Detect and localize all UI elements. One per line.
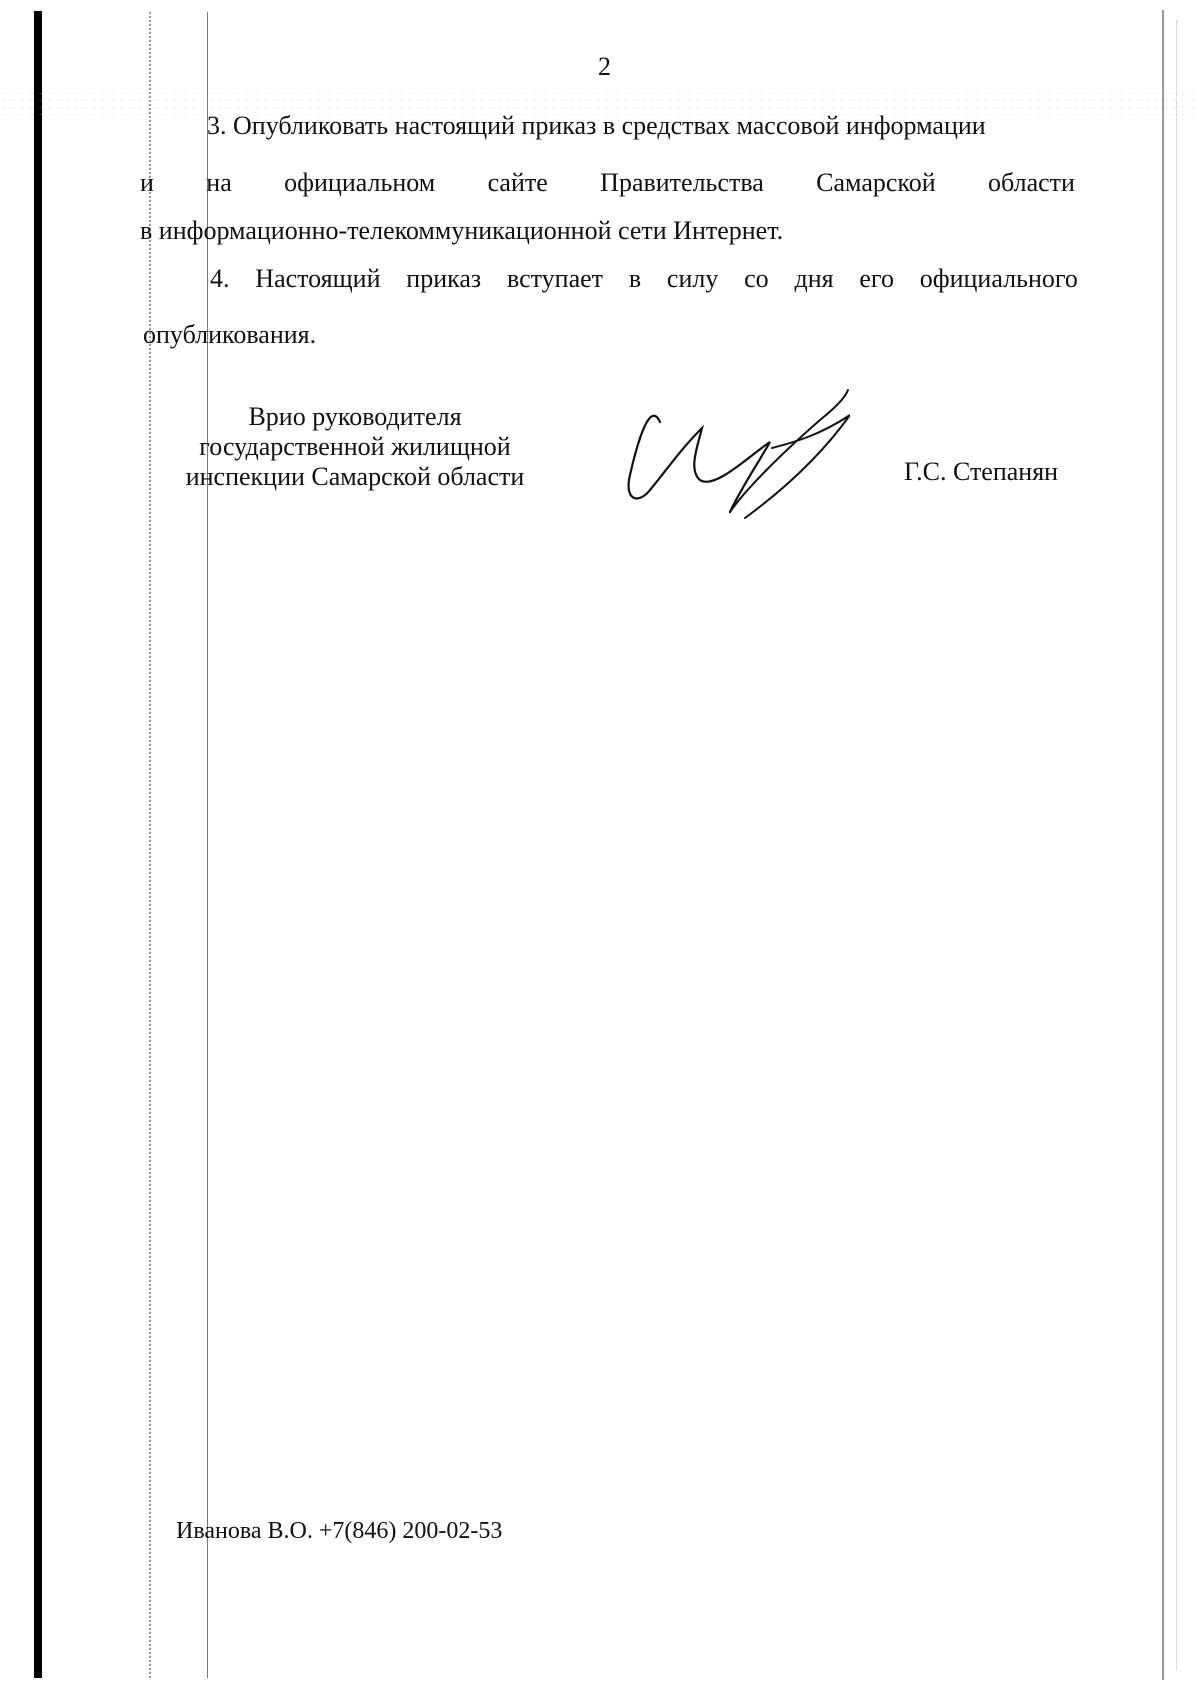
- word: со: [744, 264, 769, 293]
- word: на: [206, 168, 232, 197]
- position-line: Врио руководителя: [248, 402, 462, 431]
- position-line: инспекции Самарской области: [185, 462, 525, 491]
- position-line: государственной жилищной: [199, 432, 511, 461]
- item-4-line-2: опубликования.: [143, 320, 317, 349]
- word: Настоящий: [255, 264, 381, 293]
- signer-name: Г.С. Степанян: [904, 457, 1059, 486]
- item-3-line-2: [140, 168, 1075, 198]
- word: Правительства: [600, 168, 764, 197]
- scan-margin-line: [207, 12, 208, 1678]
- word: 4.: [210, 264, 230, 293]
- item-4-line-1: [210, 264, 1078, 294]
- word: сайте: [487, 168, 548, 197]
- item-3-line-1: 3. Опубликовать настоящий приказ в средствах массовой информации: [207, 111, 986, 140]
- handwritten-signature-icon: [620, 380, 850, 520]
- signatory-position: [170, 402, 540, 492]
- word: его: [859, 264, 894, 293]
- word: и: [140, 168, 154, 197]
- word: в: [628, 264, 642, 293]
- word: официальном: [284, 168, 436, 197]
- scan-dotted-line-right: [1176, 20, 1177, 1670]
- executor-contact: Иванова В.О. +7(846) 200-02-53: [176, 1518, 503, 1544]
- word: дня: [794, 264, 834, 293]
- word: вступает: [506, 264, 604, 293]
- scan-edge-bar: [34, 11, 42, 1678]
- scan-edge-line-right: [1162, 10, 1164, 1680]
- scan-dotted-line-left: [149, 12, 151, 1678]
- word: Самарской: [816, 168, 936, 197]
- word: силу: [666, 264, 719, 293]
- item-3-line-3: в информационно-телекоммуникационной сети Интернет.: [140, 216, 784, 245]
- word: области: [988, 168, 1075, 197]
- word: официального: [919, 264, 1078, 293]
- word: приказ: [406, 264, 482, 293]
- page-number: 2: [598, 52, 611, 81]
